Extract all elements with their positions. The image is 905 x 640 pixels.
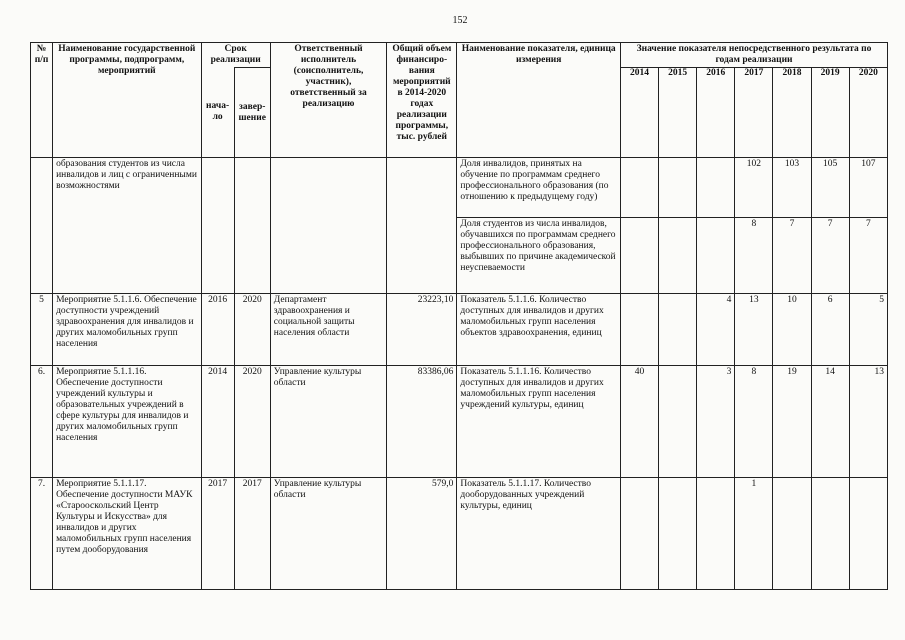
- value-cell: 7: [811, 218, 849, 294]
- header-year-2018: 2018: [773, 68, 811, 158]
- value-cell: 7: [773, 218, 811, 294]
- value-cell: 6: [811, 294, 849, 366]
- value-cell: [620, 218, 658, 294]
- row-num: 6.: [31, 366, 53, 478]
- value-cell: 4: [697, 294, 735, 366]
- row-responsible: Управление культуры области: [270, 478, 386, 590]
- header-indicator: Наименование показателя, единица измерения: [457, 43, 621, 158]
- continued-name: образования студентов из числа инвалидов и лиц с ограниченными возможностями: [53, 158, 202, 294]
- value-cell: 13: [735, 294, 773, 366]
- row-indicator: Показатель 5.1.1.17. Количество дооборудованных учреждений культуры, единиц: [457, 478, 621, 590]
- header-start: нача-ло: [201, 68, 234, 158]
- table-row: [31, 294, 888, 366]
- value-cell: [697, 478, 735, 590]
- row-name: Мероприятие 5.1.1.6. Обеспечение доступности учреждений здравоохранения для инвалидов и других маломобильных групп населения: [53, 294, 202, 366]
- value-cell: 10: [773, 294, 811, 366]
- value-cell: 13: [849, 366, 887, 478]
- value-cell: 40: [620, 366, 658, 478]
- value-cell: 19: [773, 366, 811, 478]
- table-row: [31, 478, 888, 590]
- table-row: [31, 366, 888, 478]
- header-year-2017: 2017: [735, 68, 773, 158]
- value-cell: [773, 478, 811, 590]
- header-name: Наименование государственной программы, подпрограмм, мероприятий: [53, 43, 202, 158]
- row-funding: 579,0: [387, 478, 457, 590]
- header-period: Срок реализации: [201, 43, 270, 68]
- value-cell: 1: [735, 478, 773, 590]
- header-year-2016: 2016: [697, 68, 735, 158]
- header-results: Значение показателя непосредственного результата по годам реализации: [620, 43, 887, 68]
- value-cell: 14: [811, 366, 849, 478]
- value-cell: 102: [735, 158, 773, 218]
- row-num: 7.: [31, 478, 53, 590]
- row-name: Мероприятие 5.1.1.16. Обеспечение доступности учреждений культуры и образовательных учреждений в сфере культуры для инвалидов и других маломобильных групп населения: [53, 366, 202, 478]
- row-indicator: Показатель 5.1.1.6. Количество доступных для инвалидов и других маломобильных групп населения объектов здравоохранения, единиц: [457, 294, 621, 366]
- value-cell: 8: [735, 218, 773, 294]
- row-start: 2017: [201, 478, 234, 590]
- row-num: 5: [31, 294, 53, 366]
- value-cell: [620, 158, 658, 218]
- header-num: № п/п: [31, 43, 53, 158]
- table-row: [31, 158, 888, 218]
- value-cell: [849, 478, 887, 590]
- row-start: 2014: [201, 366, 234, 478]
- header-end: завер-шение: [234, 68, 270, 158]
- row-end: 2020: [234, 294, 270, 366]
- value-cell: [620, 478, 658, 590]
- row-funding: 83386,06: [387, 366, 457, 478]
- value-cell: [620, 294, 658, 366]
- value-cell: 107: [849, 158, 887, 218]
- row-funding: 23223,10: [387, 294, 457, 366]
- value-cell: [659, 158, 697, 218]
- program-table: [30, 42, 888, 590]
- header-year-2014: 2014: [620, 68, 658, 158]
- value-cell: 8: [735, 366, 773, 478]
- table-header: [31, 43, 888, 158]
- page-number: 152: [452, 15, 468, 26]
- value-cell: [659, 218, 697, 294]
- header-responsible: Ответственный исполнитель (соисполнитель, участник), ответственный за реализацию: [270, 43, 386, 158]
- header-year-2020: 2020: [849, 68, 887, 158]
- row-end: 2017: [234, 478, 270, 590]
- header-funding: Общий объем финансиро-вания мероприятий в 2014-2020 годах реализации программы, тыс. рублей: [387, 43, 457, 158]
- header-year-2015: 2015: [659, 68, 697, 158]
- row-responsible: Управление культуры области: [270, 366, 386, 478]
- value-cell: 103: [773, 158, 811, 218]
- value-cell: [811, 478, 849, 590]
- value-cell: [659, 478, 697, 590]
- value-cell: 7: [849, 218, 887, 294]
- value-cell: 5: [849, 294, 887, 366]
- row-responsible: Департамент здравоохранения и социальной защиты населения области: [270, 294, 386, 366]
- row-indicator: Показатель 5.1.1.16. Количество доступных для инвалидов и других маломобильных групп населения учреждений культуры, единиц: [457, 366, 621, 478]
- row-name: Мероприятие 5.1.1.17. Обеспечение доступности МАУК «Старооскольский Центр Культуры и Искусства» для инвалидов и других маломобильных групп населения путем дооборудования: [53, 478, 202, 590]
- value-cell: [697, 218, 735, 294]
- value-cell: [697, 158, 735, 218]
- row-start: 2016: [201, 294, 234, 366]
- row-end: 2020: [234, 366, 270, 478]
- header-year-2019: 2019: [811, 68, 849, 158]
- indicator-text: Доля инвалидов, принятых на обучение по программам среднего профессионального образования (по отношению к предыдущему году): [457, 158, 621, 218]
- indicator-text: Доля студентов из числа инвалидов, обучавшихся по программам среднего профессионального образования, выбывших по причине академической неуспеваемости: [457, 218, 621, 294]
- value-cell: [659, 366, 697, 478]
- value-cell: 105: [811, 158, 849, 218]
- value-cell: 3: [697, 366, 735, 478]
- value-cell: [659, 294, 697, 366]
